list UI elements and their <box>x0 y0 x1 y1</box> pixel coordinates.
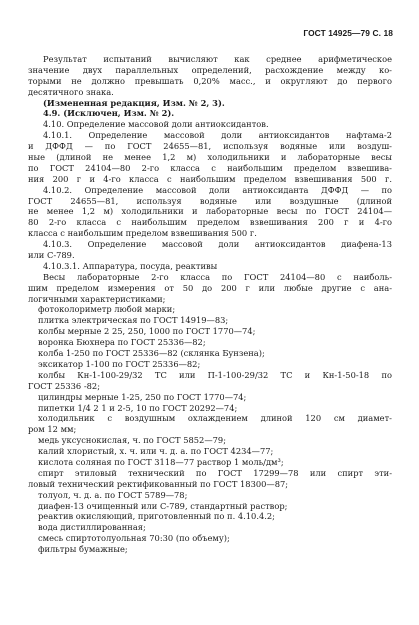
text-line: класса с наибольшим пределом взвешивания 500 г. <box>28 228 257 239</box>
text-line: цилиндры мерные 1-25, 250 по ГОСТ 1770—74; <box>38 391 247 402</box>
text-line: смесь спиртотолуольная 70:30 (по объему); <box>38 533 230 544</box>
text-line: вода дистиллированная; <box>38 522 146 533</box>
text-line: фильтры бумажные; <box>38 544 128 555</box>
text-line: калий хлористый, х. ч. или ч. д. а. по ГОСТ 4234—77; <box>38 446 274 457</box>
text-line: толуол, ч. д. а. по ГОСТ 5789—78; <box>38 489 188 500</box>
text-line: диафен-13 очищенный или С-789, стандартный раствор; <box>38 500 288 511</box>
text-line: ром 12 мм; <box>28 424 77 435</box>
text-line: шим пределом измерения от 50 до 200 г или любые другие с ана- <box>28 282 392 293</box>
text-line: ГОСТ 24655—81, используя водяные или воздушные (длиной <box>28 195 392 206</box>
text-line: 4.10.2. Определение массовой доли антиоксиданта ДФФД — по <box>43 184 392 195</box>
text-line: колбы мерные 2 25, 250, 1000 по ГОСТ 1770—74; <box>38 326 256 337</box>
text-line: или С-789. <box>28 250 75 261</box>
text-line: 4.10.3. Определение массовой доли антиоксидантов диафена-13 <box>43 239 392 250</box>
text-line: колбы Кн-1-100-29/32 ТС или П-1-100-29/32 ТС и Кн-1-50-18 по <box>38 369 392 380</box>
text-line: 80 2-го класса с наибольшим пределом взвешивания 200 г и 4-го <box>28 217 392 228</box>
text-line: Весы лабораторные 2-го класса по ГОСТ 24104—80 с наиболь- <box>43 271 392 282</box>
text-line: медь уксуснокислая, ч. по ГОСТ 5852—79; <box>38 435 226 446</box>
page-header: ГОСТ 14925—79 С. 18 <box>303 28 393 38</box>
text-line: ные (длиной не менее 1,2 м) холодильники и лабораторные весы <box>28 152 392 163</box>
text-line: ловый технический ректификованный по ГОСТ 18300—87; <box>28 478 289 489</box>
text-line: 4.10.1. Определение массовой доли антиоксидантов нафтама-2 <box>43 130 392 141</box>
text-line: торыми не должно превышать 0,20% масс., и округляют до первого <box>28 75 392 86</box>
text-line: не менее 1,2 м) холодильники и лабораторные весы по ГОСТ 24104— <box>28 206 392 217</box>
text-line: ния 200 г и 4-го класса с наибольшим пределом взвешивания 500 г. <box>28 173 392 184</box>
document-body <box>28 54 392 555</box>
text-line: кислота соляная по ГОСТ 3118—77 раствор 1 моль/дм³; <box>38 456 284 467</box>
text-line: реактив окисляющий, приготовленный по п. 4.10.4.2; <box>38 511 275 522</box>
text-line: воронка Бюхнера по ГОСТ 25336—82; <box>38 337 206 348</box>
text-line: спирт этиловый технический по ГОСТ 17299—78 или спирт эти- <box>38 467 392 478</box>
text-line: ГОСТ 25336 -82; <box>28 380 101 391</box>
text-line: по ГОСТ 24104—80 2-го класса с наибольшим пределом взвешива- <box>28 162 392 173</box>
text-line: Результат испытаний вычисляют как среднее арифметическое <box>43 54 392 64</box>
text-line: плитка электрическая по ГОСТ 14919—83; <box>38 315 229 326</box>
text-line: эксикатор 1-100 по ГОСТ 25336—82; <box>38 358 201 369</box>
text-line: и ДФФД — по ГОСТ 24655—81, используя водяные или воздуш- <box>28 141 392 152</box>
text-line: логичными характеристиками; <box>28 293 166 304</box>
text-line: значение двух параллельных определений, расхождение между ко- <box>28 64 392 75</box>
text-line: колба 1-250 по ГОСТ 25336—82 (склянка Бунзена); <box>38 348 265 359</box>
text-line: фотоколориметр любой марки; <box>38 304 176 315</box>
text-line: 4.10. Определение массовой доли антиоксидантов. <box>43 119 269 130</box>
text-line: 4.9. (Исключен, Изм. № 2). <box>43 108 175 119</box>
text-line: (Измененная редакция, Изм. № 2, 3). <box>43 97 225 108</box>
text-line: десятичного знака. <box>28 86 114 97</box>
text-line: холодильник с воздушным охлаждением длиной 120 см диамет- <box>38 413 392 424</box>
text-line: 4.10.3.1. Аппаратура, посуда, реактивы <box>43 260 218 271</box>
text-line: пипетки 1/4 2 1 и 2-5, 10 по ГОСТ 20292—74; <box>38 402 238 413</box>
